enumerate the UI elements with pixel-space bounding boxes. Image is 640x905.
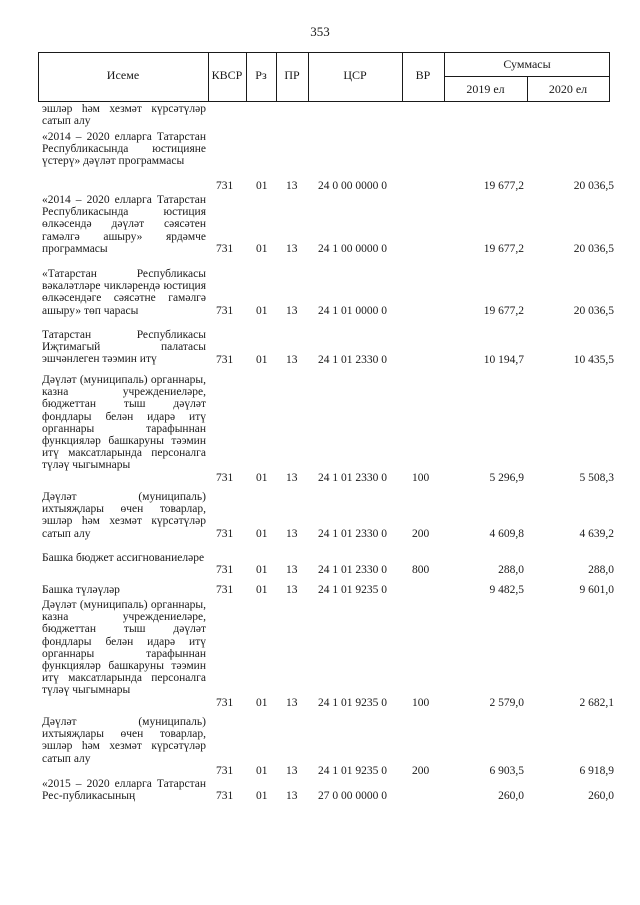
row-name: Дәүләт (муниципаль) ихтыяҗлары өчен товарлар, эшләр һәм хезмәт күрсәтүләр сатып алу <box>42 716 206 765</box>
row-kvsr: 731 <box>216 527 234 540</box>
row-sum-2019: 5 296,9 <box>489 471 524 484</box>
row-name: Башка түләүләр <box>42 584 120 596</box>
row-kvsr: 731 <box>216 789 234 802</box>
row-sum-2019: 10 194,7 <box>483 353 524 366</box>
row-sum-2020: 288,0 <box>588 563 614 576</box>
table-row <box>0 194 640 255</box>
row-sum-2019: 9 482,5 <box>489 583 524 596</box>
row-sum-2019: 4 609,8 <box>489 527 524 540</box>
row-vr: 200 <box>412 527 430 540</box>
row-sum-2020: 4 639,2 <box>579 527 614 540</box>
row-vr: 800 <box>412 563 430 576</box>
row-kvsr: 731 <box>216 563 234 576</box>
row-vr: 100 <box>412 471 430 484</box>
row-pr: 13 <box>286 304 298 317</box>
row-sum-2020: 20 036,5 <box>573 179 614 192</box>
table-row <box>0 131 640 192</box>
row-kvsr: 731 <box>216 242 234 255</box>
row-csr: 24 1 01 2330 0 <box>318 353 387 366</box>
row-rz: 01 <box>256 304 268 317</box>
table-row <box>0 716 640 777</box>
row-pr: 13 <box>286 527 298 540</box>
table-row <box>0 329 640 366</box>
header-kvsr: КВСР <box>211 68 243 82</box>
row-vr: 200 <box>412 764 430 777</box>
row-csr: 24 1 01 2330 0 <box>318 527 387 540</box>
row-sum-2020: 260,0 <box>588 789 614 802</box>
row-csr: 24 1 01 9235 0 <box>318 696 387 709</box>
row-sum-2020: 20 036,5 <box>573 242 614 255</box>
header-2020: 2020 ел <box>548 82 588 96</box>
row-sum-2020: 2 682,1 <box>579 696 614 709</box>
row-sum-2020: 10 435,5 <box>573 353 614 366</box>
row-name: Татарстан Республикасы Иҗтимагый палатасы эшчәнлеген тәэмин итү <box>42 329 206 366</box>
row-rz: 01 <box>256 696 268 709</box>
row-csr: 24 1 00 0000 0 <box>318 242 387 255</box>
header-name: Исеме <box>106 68 140 82</box>
row-rz: 01 <box>256 583 268 596</box>
row-pr: 13 <box>286 696 298 709</box>
header-pr: ПР <box>284 68 300 82</box>
row-vr: 100 <box>412 696 430 709</box>
row-sum-2020: 20 036,5 <box>573 304 614 317</box>
row-rz: 01 <box>256 764 268 777</box>
row-csr: 24 0 00 0000 0 <box>318 179 387 192</box>
row-rz: 01 <box>256 242 268 255</box>
row-name: «2014 – 2020 елларга Татарстан Республикасында юстиция өлкәсендә дәүләт сәясәтен гамәлгә ашыру» ярдәмче программасы <box>42 194 206 255</box>
row-name: «2014 – 2020 елларга Татарстан Республикасында юстицияне үстерү» дәүләт программасы <box>42 131 206 168</box>
header-vr: ВР <box>415 68 431 82</box>
row-kvsr: 731 <box>216 304 234 317</box>
header-rz: Рз <box>255 68 267 82</box>
row-rz: 01 <box>256 179 268 192</box>
row-pr: 13 <box>286 242 298 255</box>
row-rz: 01 <box>256 353 268 366</box>
table-row <box>0 778 640 802</box>
row-name: Дәүләт (муниципаль) органнары, казна учреждениеләре, бюджеттан тыш дәүләт фондлары белән идарә итү органнары тарафыннан функцияләр башкаруны тәэмин итү максатларында персоналга түләү чыгымнары <box>42 374 206 472</box>
header-2019: 2019 ел <box>466 82 505 96</box>
row-kvsr: 731 <box>216 696 234 709</box>
row-sum-2019: 19 677,2 <box>483 242 524 255</box>
row-pr: 13 <box>286 471 298 484</box>
row-kvsr: 731 <box>216 583 234 596</box>
row-sum-2019: 288,0 <box>498 563 524 576</box>
row-name: Башка бюджет ассигнованиеләре <box>42 552 205 564</box>
row-rz: 01 <box>256 471 268 484</box>
row-name: Дәүләт (муниципаль) органнары, казна учреждениеләре, бюджеттан тыш дәүләт фондлары белән идарә итү органнары тарафыннан функцияләр башкаруны тәэмин итү максатларында персоналга түләү чыгымнары <box>42 599 206 697</box>
table-row <box>0 268 640 317</box>
row-sum-2019: 260,0 <box>498 789 524 802</box>
row-rz: 01 <box>256 789 268 802</box>
row-sum-2020: 6 918,9 <box>579 764 614 777</box>
table-row <box>0 491 640 540</box>
row-pr: 13 <box>286 789 298 802</box>
row-name: эшләр һәм хезмәт күрсәтүләр сатып алу <box>42 103 206 128</box>
row-pr: 13 <box>286 353 298 366</box>
row-csr: 24 1 01 2330 0 <box>318 471 387 484</box>
row-pr: 13 <box>286 764 298 777</box>
row-name: Дәүләт (муниципаль) ихтыяҗлары өчен товарлар, эшләр һәм хезмәт күрсәтүләр сатып алу <box>42 491 206 540</box>
row-sum-2019: 2 579,0 <box>489 696 524 709</box>
table-row <box>0 552 640 576</box>
row-csr: 24 1 01 0000 0 <box>318 304 387 317</box>
row-sum-2019: 19 677,2 <box>483 304 524 317</box>
row-rz: 01 <box>256 563 268 576</box>
row-sum-2020: 5 508,3 <box>579 471 614 484</box>
table-row <box>0 599 640 709</box>
table-row <box>0 103 640 127</box>
table-row <box>0 374 640 484</box>
row-name: «2015 – 2020 елларга Татарстан Рес-публикасының <box>42 778 206 803</box>
row-csr: 24 1 01 9235 0 <box>318 583 387 596</box>
row-kvsr: 731 <box>216 179 234 192</box>
row-kvsr: 731 <box>216 764 234 777</box>
row-rz: 01 <box>256 527 268 540</box>
row-csr: 24 1 01 9235 0 <box>318 764 387 777</box>
row-name: «Татарстан Республикасы вәкаләтләре чикләрендә юстиция өлкәсендәге сәясәтне гамәлгә ашыру» төп чарасы <box>42 268 206 317</box>
row-pr: 13 <box>286 583 298 596</box>
row-sum-2019: 6 903,5 <box>489 764 524 777</box>
row-csr: 27 0 00 0000 0 <box>318 789 387 802</box>
header-csr: ЦСР <box>343 68 367 82</box>
row-csr: 24 1 01 2330 0 <box>318 563 387 576</box>
row-sum-2020: 9 601,0 <box>579 583 614 596</box>
row-pr: 13 <box>286 563 298 576</box>
row-sum-2019: 19 677,2 <box>483 179 524 192</box>
table-row <box>0 584 640 596</box>
row-kvsr: 731 <box>216 471 234 484</box>
row-kvsr: 731 <box>216 353 234 366</box>
row-pr: 13 <box>286 179 298 192</box>
page-number: 353 <box>310 24 330 39</box>
header-sums: Суммасы <box>503 57 551 71</box>
